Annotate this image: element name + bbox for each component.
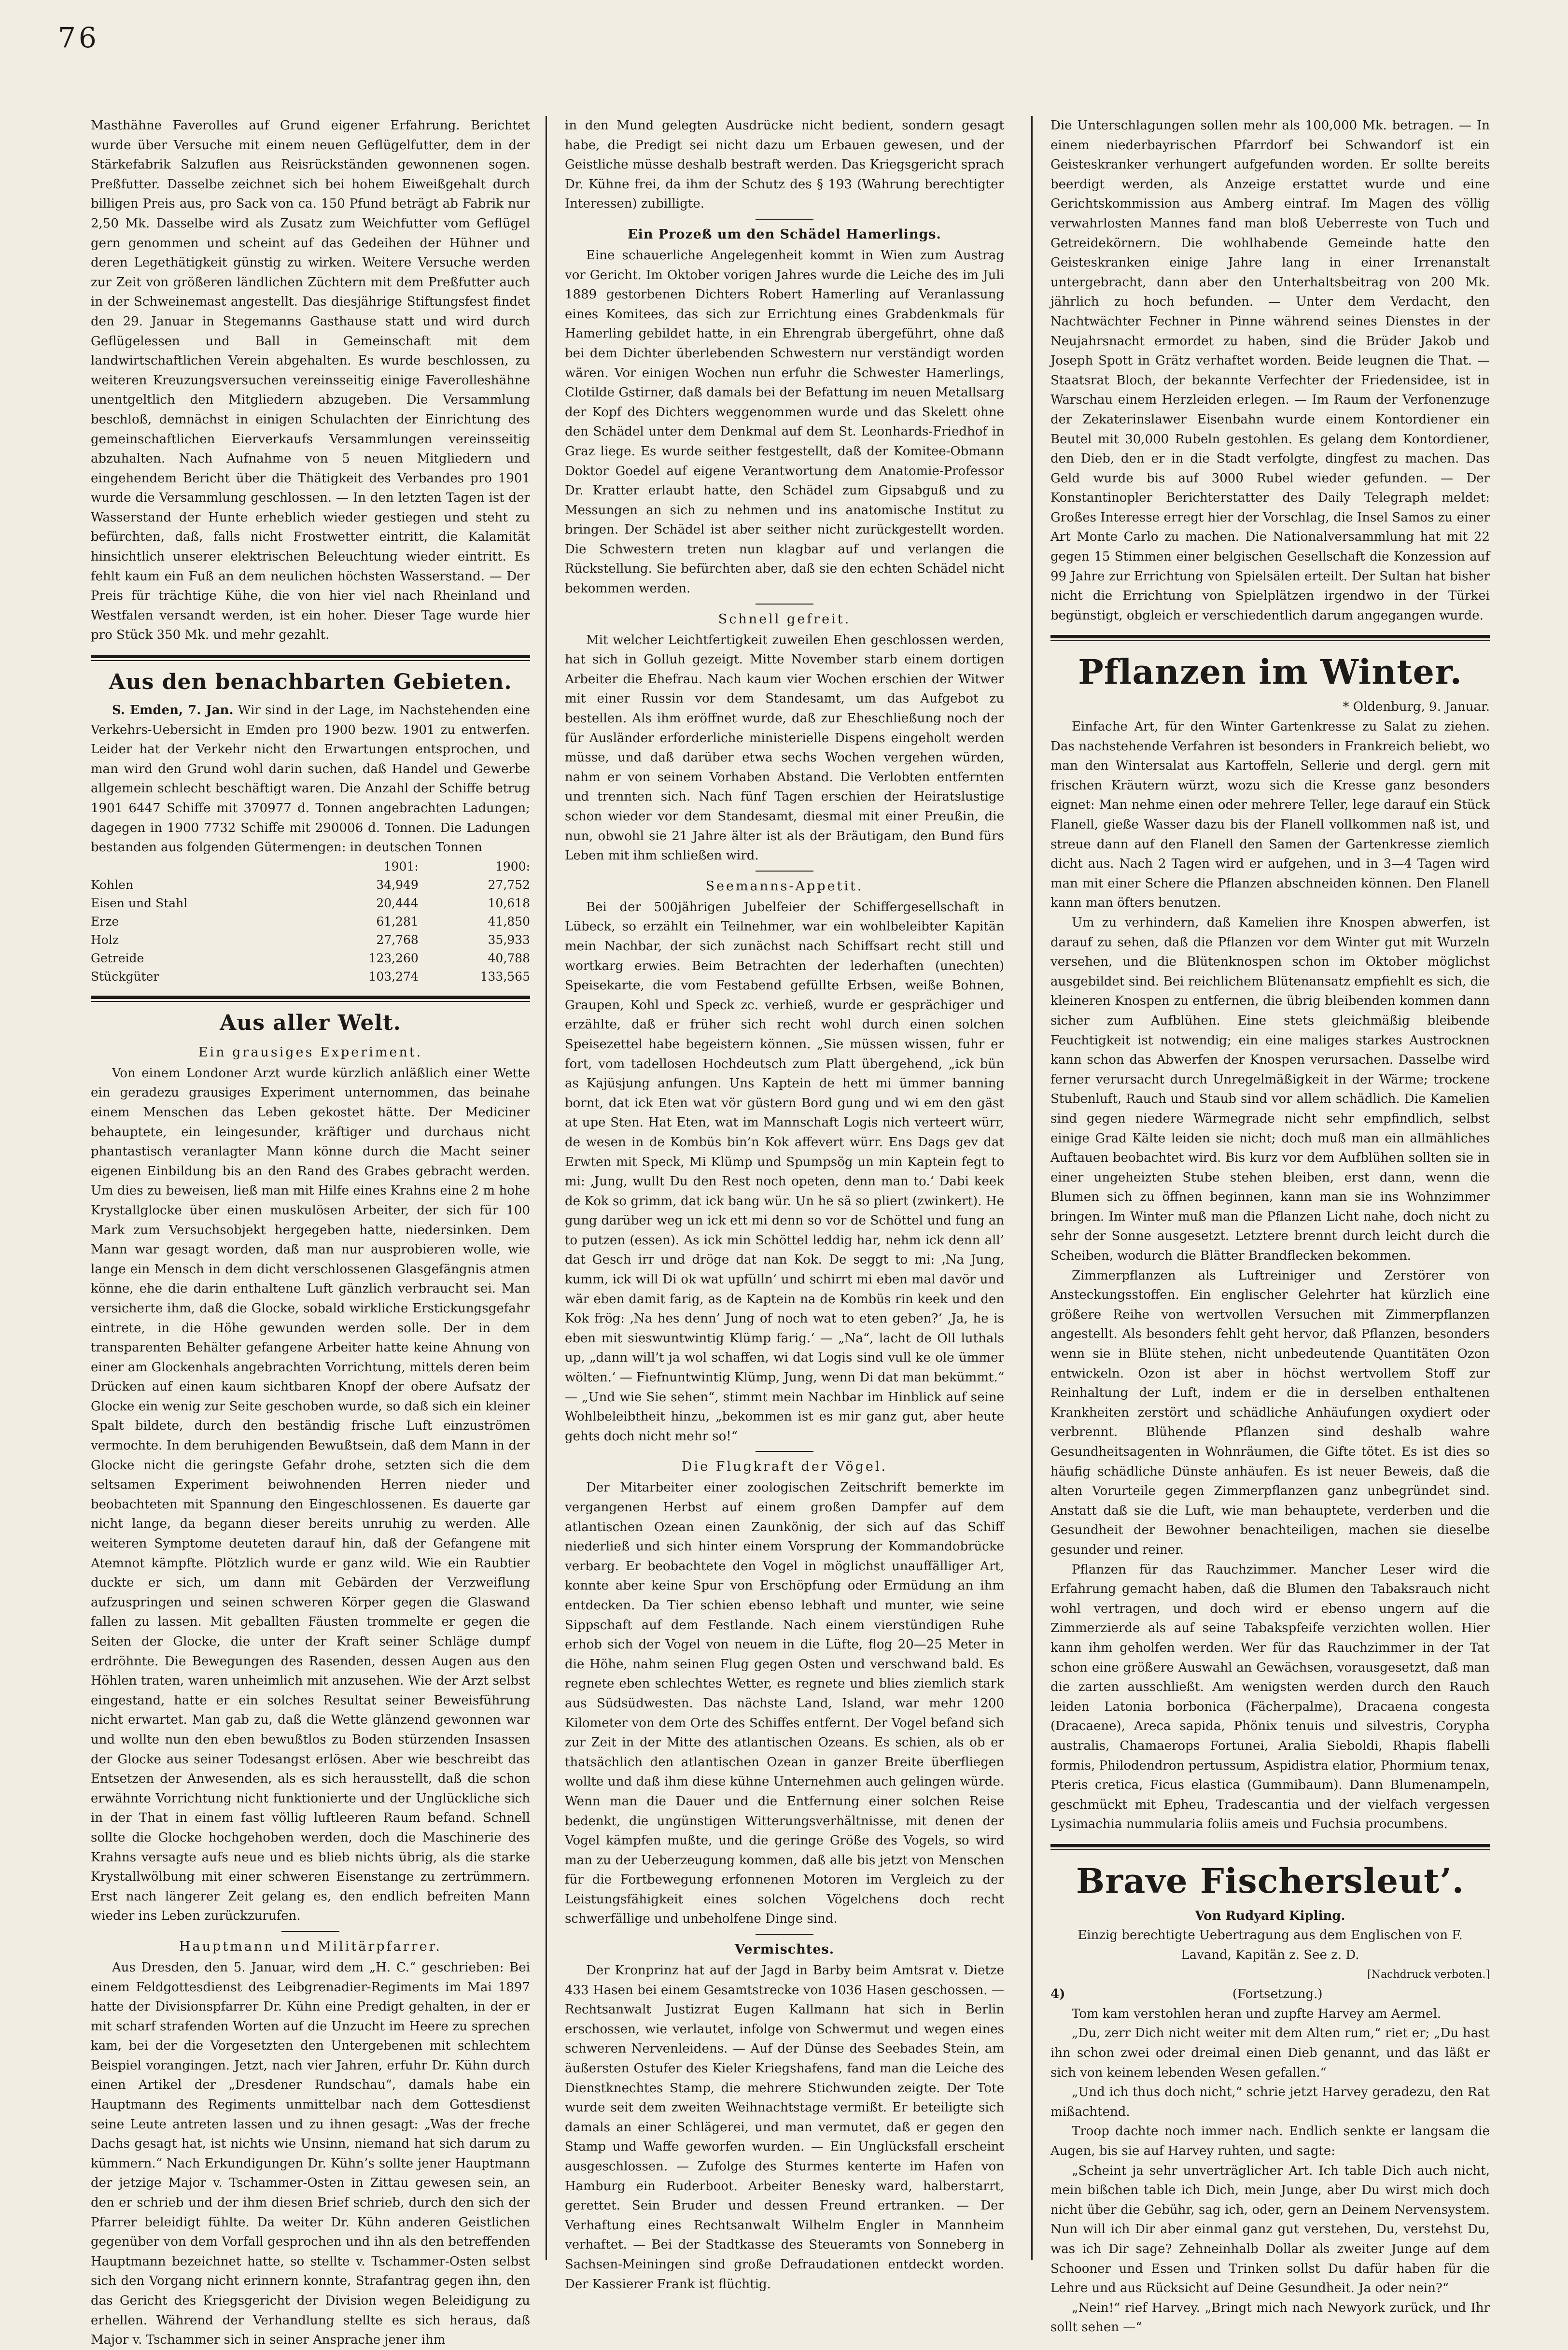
fisher-paragraph: „Nein!“ rief Harvey. „Bringt mich nach Newyork zurück, und Ihr sollt sehen —“ (1050, 2300, 1490, 2335)
plants-paragraph-rauchzimmer: Pflanzen für das Rauchzimmer. Mancher Leser wird die Erfahrung gemacht haben, daß die Blumen den Tabaksrauch nicht wohl vertragen, und doch wird er ebenso ungern auf die Zimmerzierde als auf seine Tabakspfeife verzichten wollen. Hier kann ihm geholfen werden. Wer für das Rauchzimmer in der Tat schon eine größere Auswahl an Gewächsen, vorausgesetzt, daß man die zarten ausschließt. Am wenigsten werden durch den Rauch leiden Latonia borbonica (Fächerpalme), Dracaena congesta (Dracaene), Areca sapida, Phönix tenuis und silvestris, Corypha australis, Chamaerops Fortunei, Aralia Sieboldi, Rhapis flabelli formis, Philodendron pertussum, Aspidistra elatior, Phormium tenax, Pteris cretica, Ficus elastica (Gummibaum). Dann Blumenampeln, geschmückt mit Epheu, Tradescantia und der vielfach vergessen Lysimachia nummularia foliis ameis und Fuchsia procumbens. (1050, 1562, 1490, 1832)
cargo-value-1900: 133,565 (480, 969, 530, 984)
emden-text: Wir sind in der Lage, im Nachstehenden eine Verkehrs-Uebersicht in Emden pro 1900 bezw. 1901 zu entwerfen. Leider hat der Verkehr nicht den Erwartungen entsprochen, und man wird den Grund wohl darin suchen, daß Handel und Gewerbe allgemein schlecht beschäftigt waren. Die Anzahl der Schiffe betrug 1901 6447 Schiffe mit 370977 d. Tonnen angebrachten Ladungen; dagegen in 1900 7732 Schiffe mit 290006 d. Tonnen. Die Ladungen bestanden aus folgenden Gütermengen: in deutschen Tonnen (91, 703, 531, 855)
section-heading-fisher: Brave Fischersleut’. (1076, 1860, 1465, 1901)
article-title-gefreit: Schnell gefreit. (718, 611, 851, 627)
vogel-paragraph: Der Mitarbeiter einer zoologischen Zeitschrift bemerkte im vergangenen Herbst auf einem großen Dampfer auf dem atlantischen Ozean einen Zaunkönig, der sich auf das Schiff niederließ und sich hinter einem Vorsprung der Kommandobrücke verbarg. Er beobachtete den Vogel in möglichst unauffälliger Art, konnte aber keine Spur von Erschöpfung oder Ermüdung an ihm entdecken. Da Tier schien ebenso lebhaft und munter, wie seine Sippschaft auf dem Festlande. Nach einem vierstündigen Ruhe erhob sich der Vogel von neuem in die Lüfte, flog 20—25 Meter in die Höhe, nahm seinen Flug gegen Osten und verschwand bald. Es regnete eben schlechtes Wetter, es regnete und blies ziemlich stark aus Südsüdwesten. Das nächste Land, Island, war mehr 1200 Kilometer von dem Orte des Schiffes entfernt. Der Vogel befand sich zur Zeit in der Mitte des atlantischen Ozeans. Es schien, als ob er thatsächlich den atlantischen Ozean in ganzer Breite überfliegen wollte und daß ihm diese kühne Unternehmen auch gelingen würde. Wenn man die Dauer und die Entfernung einer solchen Reise bedenkt, die ungünstigen Witterungsverhältnisse, mit denen der Vogel kämpfen mußte, und die geringe Größe des Vogels, so wird man zu der Ueberzeugung kommen, daß alle bis jetzt von Menschen für die Fortbewegung erfonnenen Motoren im Vergleich zu der Leistungsfähigkeit eines solchen Vögelchens doch recht schwerfällige und unbeholfene Dinge sind. (565, 1480, 1004, 1927)
continuation-label: (Fortsetzung.) (1232, 1987, 1323, 2002)
cargo-label: Erze (91, 914, 119, 929)
reprint-notice: [Nachdruck verboten.] (1367, 1968, 1490, 1981)
cargo-value-1900: 41,850 (488, 914, 530, 929)
cargo-year-1900: 1900: (495, 859, 530, 873)
article-separator (756, 1934, 813, 1935)
cargo-value-1900: 40,788 (488, 951, 530, 965)
cargo-label: Eisen und Stahl (91, 896, 188, 910)
column-rule-1 (546, 116, 547, 2260)
section-heading-plants: Pflanzen im Winter. (1078, 652, 1462, 692)
cargo-value-1900: 27,752 (488, 877, 530, 892)
cargo-value-1901: 34,949 (376, 877, 419, 892)
poultry-report-paragraph: Masthähne Faverolles auf Grund eigener Erfahrung. Berichtet wurde über Versuche mit einem neuen Geflügelfutter, dem in der Stärkefabrik Salzuflen aus Reisrückständen gewonnenen sogen. Preßfutter. Dasselbe zeichnet sich bei hohem Eiweißgehalt durch billigen Preis aus, pro Sack von ca. 150 Pfund beträgt ab Fabrik nur 2,50 Mk. Dasselbe wird als Zusatz zum Weichfutter vom Geflügel gern genommen und scheint auf das Gedeihen der Hühner und deren Legethätigkeit günstig zu wirken. Weitere Versuche werden zur Zeit von größeren ländlichen Züchtern mit dem Preßfutter auch in der Schweinemast angestellt. Das diesjährige Stiftungsfest findet den 29. Januar in Stegemanns Gasthause statt und wird durch Geflügelessen und Ball in Gemeinschaft mit dem landwirtschaftlichen Verein abgehalten. Es wurde beschlossen, zu weiteren Kreuzungsversuchen vereinsseitig einige Faverolleshähne unentgeltlich den Mitgliedern abzugeben. Die Versammlung beschloß, demnächst in einigen Schulachten der Einrichtung des gemeinschaftlichen Eierverkaufs Versammlungen vereinsseitig abzuhalten. Nach Aufnahme von 5 neuen Mitgliedern und eingehendem Bericht über die Thätigkeit des Verbandes pro 1901 wurde die Versammlung geschlossen. — In den letzten Tagen ist der Wasserstand der Hunte erheblich wieder gestiegen und steht zu befürchten, daß, falls nicht Frostwetter eintritt, die Kalamität hinsichtlich unserer elektrischen Beleuchtung wieder eintritt. Es fehlt kaum ein Fuß an dem neulichen höchsten Wasserstand. — Der Preis für trächtige Kühe, die von hier viel nach Rheinland und Westfalen versandt werden, ist ein hoher. Dieser Tage wurde hier pro Stück 350 Mk. und mehr gezahlt. (91, 118, 530, 643)
article-title-hamerling: Ein Prozeß um den Schädel Hamerlings. (628, 226, 941, 242)
fisher-paragraph: Tom kam verstohlen heran und zupfte Harvey am Aermel. (1072, 2006, 1442, 2021)
gefreit-paragraph: Mit welcher Leichtfertigkeit zuweilen Ehen geschlossen werden, hat sich in Golluh gezeigt. Mitte November starb einem dortigen Arbeiter die Ehefrau. Nach kaum vier Wochen erschien der Witwer mit einer Russin vor dem Standesamt, um das Aufgebot zu bestellen. Als ihm eröffnet wurde, daß zur Eheschließung noch der für Ausländer erforderliche ministerielle Dispens eingeholt werden müsse, und daß darüber etwa sechs Wochen vergehen würden, nahm er von seinem Vorhaben Abstand. Die Verlobten entfernten und trennten sich. Nach fünf Tagen erschien der Heiratslustige schon wieder vor dem Standesamt, diesmal mit einer Preußin, die nun, obwohl sie 21 Jahre älter ist als der Bräutigam, den Bund fürs Leben mit ihm schließen wird. (565, 633, 1004, 863)
section-rule (1050, 635, 1490, 641)
cargo-label: Getreide (91, 951, 144, 965)
fisher-paragraph: „Scheint ja sehr unverträglicher Art. Ich table Dich auch nicht, mein bißchen table ich Dich, mein Junge, aber Du wirst mich doch nicht über die Gebühr, sag ich, oder, gern an Deinem Nervensystem. Nun will ich Dir aber einmal ganz gut verstehen, Du, verstehst Du, was ich Dir sage? Zehneinhalb Dollar als zweiter Junge auf dem Schooner und Essen und Trinken sollst Du dafür haben für die Lehre und aus Rücksicht auf Deine Gesundheit. Ja oder nein?“ (1050, 2163, 1490, 2296)
cargo-row (91, 949, 530, 968)
article-separator (756, 219, 813, 220)
cargo-row (91, 931, 530, 949)
plants-paragraph-kresse: Einfache Art, für den Winter Gartenkresse zu Salat zu ziehen. Das nachstehende Verfahren ist besonders in Frankreich beliebt, wo man den Wintersalat aus Kartoffeln, Sellerie und dergl. gern mit frischen Kräutern würzt, wozu sich die Kresse ganz besonders eignet: Man nehme einen oder mehrere Teller, lege darauf ein Stück Flanell, gieße Wasser dazu bis der Flanell vollkommen naß ist, und streue dann auf den Flanell den Samen der Gartenkresse ziemlich dicht aus. Nach 2 Tagen wird er aufgehen, und in 3—4 Tagen wird man mit einer Schere die Pflanzen abschneiden können. Den Flanell kann man öfters benutzen. (1050, 719, 1490, 911)
fisher-paragraph: Troop dachte noch immer nach. Endlich senkte er langsam die Augen, bis sie auf Harvey ruhten, und sagte: (1050, 2124, 1490, 2158)
fisher-author: Von Rudyard Kipling. (1195, 1908, 1345, 1923)
plants-paragraph-ozon: Zimmerpflanzen als Luftreiniger und Zerstörer von Ansteckungsstoffen. Ein englischer Gelehrter hat kürzlich eine größere Reihe von wertvollen Versuchen mit Zimmerpflanzen angestellt. Als besonders fehlt geht hervor, daß Pflanzen, besonders wenn sie in Blüte stehen, nicht unbedeutende Quantitäten Ozon entwickeln. Ozon ist aber in höchst wertvollem Stoff zur Reinhaltung der Luft, indem er die in derselben enthaltenen Krankheiten zerstört und schädliche Anhäufungen oxydiert oder verbrennt. Blühende Pflanzen sind deshalb wahre Gesundheitsagenten in Wohnräumen, die Gifte tötet. Es ist dies so häufig schädliche Dünste anhäufen. Es ist neuer Beweis, daß die alten Vorurteile gegen Zimmerpflanzen ganz unbegründet sind. Anstatt daß sie die Luft, wie man behauptete, verderben und die Gesundheit der Bewohner benachteiligen, machen sie dieselbe gesunder und reiner. (1050, 1268, 1490, 1557)
misc-news-paragraph: Die Unterschlagungen sollen mehr als 100,000 Mk. betragen. — In einem niederbayrischen Pfarrdorf bei Schwandorf ist ein Geisteskranker verhungert aufgefunden worden. Er sollte bereits beerdigt werden, als Anzeige erstattet wurde und eine Gerichtskommission aus Amberg eintraf. Im Magen des völlig verwahrlosten Mannes fand man bloß Ueberreste von Tuch und Getreidekörnern. Die wohlhabende Gemeinde hatte den Geisteskranken einige Jahre lang in einer Irrenanstalt untergebracht, dann aber den Unterhaltsbeitrag von 200 Mk. jährlich zu hoch befunden. — Unter dem Verdacht, den Nachtwächter Fechner in Pinne während seines Dienstes in der Neujahrsnacht ermordet zu haben, sind die Brüder Jakob und Joseph Spott in Grätz verhaftet worden. Beide leugnen die That. — Staatsrat Bloch, der bekannte Verfechter der Friedensidee, ist in Warschau einem Herzleiden erlegen. — Im Raum der Verfonenzuge der Zekaterinslawer Eisenbahn wurde einem Kontordiener ein Beutel mit 30,000 Rubeln gestohlen. Es gelang dem Kontordiener, den Dieb, den er in die Stadt verfolgte, dingfest zu machen. Das Geld wurde bis auf 3000 Rubel wieder gefunden. — Der Konstantinopler Berichterstatter des Daily Telegraph meldet: Großes Interesse erregt hier der Vorschlag, die Insel Samos zu einer Art Monte Carlo zu machen. Die Nationalversammlung hat mit 22 gegen 15 Stimmen einer belgischen Gesellschaft die Konzession auf 99 Jahre zur Errichtung von Spielsälen erteilt. Der Sultan hat bisher nicht die Errichtung von Spielplätzen irgendwo in der Türkei begünstigt, obgleich er verschiedentlich darum angegangen wurde. (1050, 118, 1490, 623)
cargo-year-1901: 1901: (383, 859, 419, 873)
cargo-row (91, 913, 530, 931)
cargo-value-1901: 103,274 (368, 969, 419, 984)
cargo-label: Kohlen (91, 877, 134, 892)
cargo-value-1901: 20,444 (376, 896, 419, 910)
hauptmann-paragraph: Aus Dresden, den 5. Januar, wird dem „H. C.“ geschrieben: Bei einem Feldgottesdienst des Leibgrenadier-Regiments im Mai 1897 hatte der Divisionspfarrer Dr. Kühn eine Predigt gehalten, in der er mit scharf strafenden Worten auf die Unzucht im Heere zu sprechen kam, bei der die Vorgesetzten den Untergebenen mit schlechtem Beispiel vorangingen. Jetzt, nach vier Jahren, erfuhr Dr. Kühn durch einen Artikel der „Dresdener Rundschau“, damals habe ein Hauptmann des Regiments unmittelbar nach dem Gottesdienst seine Leute antreten lassen und zu ihnen gesagt: „Was der freche Dachs gesagt hat, ist nichts wie Unsinn, niemand hat sich darum zu kümmern.“ Nach Erkundigungen Dr. Kühn’s sollte jener Hauptmann der jetzige Major v. Tschammer-Osten in Zittau gewesen sein, an den er schrieb und der ihm diesen Brief schrieb, durch den sich der Pfarrer beleidigt fühlte. Da weiter Dr. Kühn anderen Geistlichen gegenüber von dem Vorfall gesprochen und ihn als den betreffenden Hauptmann bezeichnet hatte, so stellte v. Tschammer-Osten selbst sich den Vorgang nicht erinnern konnte, Strafantrag gegen ihn, den das Gericht des Kriegsgericht der Division wegen Beleidigung zu erhellen. Während der Verhandlung stellte es sich heraus, daß Major v. Tschammer sich in seiner Ansprache jener ihm (91, 1960, 530, 2348)
court-verdict-paragraph: in den Mund gelegten Ausdrücke nicht bedient, sondern gesagt habe, die Predigt sei nicht dazu um Erbauen gewesen, und der Geistliche müsse deshalb bestraft werden. Das Kriegsgericht sprach Dr. Kühne frei, da ihm der Schutz des § 193 (Wahrung berechtigter Interessen) zubilligte. (565, 118, 1004, 211)
cargo-value-1901: 61,281 (376, 914, 419, 929)
cargo-label: Stückgüter (91, 969, 159, 984)
article-separator (281, 1931, 339, 1932)
article-title-experiment: Ein grausiges Experiment. (198, 1044, 423, 1060)
article-separator (756, 604, 813, 605)
column-rule-2 (1031, 116, 1033, 2260)
page-number: 76 (58, 21, 99, 54)
cargo-value-1901: 123,260 (368, 951, 419, 965)
cargo-table (91, 858, 530, 986)
section-heading-neighbors: Aus den benachbarten Gebieten. (109, 670, 512, 695)
section-rule (91, 996, 530, 1002)
column-middle (565, 116, 1004, 2292)
article-title-seemann: Seemanns-Appetit. (705, 878, 864, 894)
article-title-vermischtes: Vermischtes. (734, 1942, 835, 1957)
cargo-row (91, 968, 530, 986)
section-heading-world: Aus aller Welt. (220, 1010, 401, 1035)
cargo-table-header (91, 858, 530, 876)
fisher-paragraph: „Du, zerr Dich nicht weiter mit dem Alten rum,“ riet er; „Du hast ihn schon zwei oder dreimal einen Dieb genannt, und das läßt er sich von keinem lebenden Wesen gefallen.“ (1050, 2026, 1490, 2080)
cargo-row (91, 876, 530, 894)
article-title-hauptmann: Hauptmann und Militärpfarrer. (179, 1939, 442, 1954)
cargo-label: Holz (91, 932, 119, 947)
plants-dateline: * Oldenburg, 9. Januar. (1343, 700, 1490, 715)
experiment-paragraph: Von einem Londoner Arzt wurde kürzlich anläßlich einer Wette ein geradezu grausiges Experiment unternommen, das beinahe einem Menschen das Leben gekostet hätte. Der Mediciner behauptete, ein leingesunder, kräftiger und durchaus nicht phantastisch veranlagter Mann könne durch die Macht seiner eigenen Einbildung bis an den Rand des Grabes gebracht werden. Um dies zu beweisen, ließ man mit Hilfe eines Krahns eine 2 m hohe Krystallglocke über einen muskulösen Arbeiter, der sich für 100 Mark zum Versuchsobjekt hergegeben hatte, niedersinken. Dem Mann war gesagt worden, daß man nur ausprobieren wolle, wie lange ein Mensch in dem dicht verschlossenen Glasgefängnis atmen könne, ehe die darin enthaltene Luft gänzlich verbraucht sei. Man versicherte ihm, daß die Glocke, sobald wirkliche Erstickungsgefahr eintrete, in die Höhe gewunden werden solle. Der in dem transparenten Behälter gefangene Arbeiter hatte keine Ahnung von einer am Glockenhals angebrachten Vorrichtung, mittels deren beim Drücken auf einen kaum sichtbaren Knopf der obere Aufsatz der Glocke ein wenig zur Seite geschoben wurde, so daß sich ein kleiner Spalt bildete, durch den beständig frische Luft einzuströmen vermochte. In dem beruhigenden Bewußtsein, daß dem Mann in der Glocke nicht die geringste Gefahr drohe, setzten sich die dem seltsamen Experiment beiwohnenden Herren nieder und beobachteten mit Spannung den Eingeschlossenen. Es dauerte gar nicht lange, da begann dieser bereits unruhig zu werden. Alle weiteren Symptome deuteten darauf hin, daß der Gefangene mit Atemnot kämpfte. Plötzlich wurde er ganz wild. Wie ein Raubtier duckte er sich, um dann mit Gebärden der Verzweiflung aufzuspringen und seinen schweren Körper gegen die Glaswand fallen zu lassen. Mit geballten Fäusten trommelte er gegen die Seiten der Glocke, die unter der Kraft seiner Schläge dumpf erdröhnte. Die Bewegungen des Rasenden, dessen Augen aus den Höhlen traten, waren unheimlich mit anzusehen. Wie der Arzt selbst eingestand, hatte er ein solches Resultat seiner Beweisführung nicht erwartet. Man gab zu, daß die Wette glänzend gewonnen war und wollte nun den eben bewußtlos zu Boden stürzenden Insassen der Glocke aus seiner Todesangst erlösen. Aber wie beschreibt das Entsetzen der Anwesenden, als es sich herausstellt, daß die schon erwähnte Vorrichtung nicht funktionierte und der Unglückliche sich in der That in einem fast völlig luftleeren Raum befand. Schnell sollte die Glocke hochgehoben werden, doch die Maschinerie des Krahns versagte aufs neue und es blieb nichts übrig, als die starke Krystallwölbung mit einer schweren Eisenstange zu zertrümmern. Erst nach längerer Zeit gelang es, den endlich befreiten Mann wieder ins Leben zurückzurufen. (91, 1066, 530, 1924)
column-right (1050, 116, 1490, 2335)
episode-number: 4) (1050, 1987, 1065, 2002)
cargo-row (91, 894, 530, 913)
article-separator (756, 871, 813, 872)
fisher-paragraph: „Und ich thus doch nicht,“ schrie jetzt Harvey geradezu, den Rat mißachtend. (1050, 2085, 1490, 2119)
emden-dateline: S. Emden, 7. Jan. (112, 703, 234, 718)
article-separator (756, 1451, 813, 1452)
fisher-translator: Einzig berechtigte Uebertragung aus dem Englischen von F. Lavand, Kapitän z. See z. D. (1078, 1928, 1463, 1963)
emden-paragraph (91, 701, 530, 858)
plants-paragraph-kamelien: Um zu verhindern, daß Kamelien ihre Knospen abwerfen, ist darauf zu sehen, daß die Pflanzen vor dem Winter gut mit Wurzeln versehen, und die Blütenknospen schon im Oktober möglichst ausgebildet sind. Bei reichlichem Blütenansatz empfiehlt es sich, die kleineren Knospen zu entfernen, die übrig bleibenden kommen dann sicher zum Aufblühen. Eine stets gleichmäßig bleibende Feuchtigkeit ist notwendig; ein eine maliges starkes Austrocknen kann schon das Abwerfen der Knospen verursachen. Dasselbe wird ferner verursacht durch Unregelmäßigkeit in der Wärme; trockene Stubenluft, Rauch und Staub sind vor allem schädlich. Die Kamelien sind gegen niedere Wärmegrade nicht sehr empfindlich, selbst einige Grad Kälte leiden sie nicht; doch muß man ein allmähliches Auftauen beobachtet wird. Bis kurz vor dem Aufblühen sollten sie in einer ungeheizten Stube stehen bleiben, erst dann, wenn die Blumen sich zu öffnen beginnen, kann man sie ins Wohnzimmer bringen. Im Winter muß man die Pflanzen Licht nahe, doch nicht zu sehr der Sonne ausgesetzt. Letztere brennt durch leicht durch die Scheiben, wodurch die Blätter Brandflecken bekommen. (1050, 915, 1490, 1264)
cargo-value-1901: 27,768 (376, 932, 419, 947)
seemann-paragraph: Bei der 500jährigen Jubelfeier der Schiffergesellschaft in Lübeck, so erzählt ein Teilnehmer, war ein wohlbeleibter Kapitän mein Nachbar, der sich zunächst nach Schiffsart recht still und wortkarg erwies. Beim Betrachten der lederhaften (unechten) Speisekarte, die vom Festabend gefüllte Erbsen, weiße Bohnen, Graupen, Kohl und Speck zc. verhieß, wurde er gesprächiger und erzählte, daß er früher sich recht wohl durch einen solchen Speisezettel habe begeistern können. „Sie müssen wissen, fuhr er fort, vom tadellosen Hochdeutsch zum Platt übergehend, „ick bün as Kajüsjung anfungen. Uns Kaptein de hett mi ümmer banning bornt, dat ick Eten wat vör güstern Bord gung und wi em den gäst at upe Sten. Hat Eten, wat im Mannschaft Logis nich verteert würr, de wesen in de Kombüs bin’n Kok affevert würr. Ens Dags gev dat Erwten mit Speck, Mi Klümp und Spumpsög un min Kaptein fegt to mi: ‚Jung, wullt Du den Rest noch opeten, denn man to.‘ Dabi keek de Kok so grimm, dat ick bang wür. Un he sä so pliert (zwinkert). He gung darüber weg un ick ett mi denn so vor de Schöttel und fung an to putzen (essen). As ick min Schöttel leddig har, nehm ick denn all’ dat Gesch irr und dröge dat nan Kok. De seggt to mi: ‚Na Jung, kumm, ick will Di ok wat upfülln‘ und schirrt mi eben mal davör und wär eben damit farig, as de Kaptein na de Kombüs rin keek und den Kok frög: ‚Na hes denn’ Jung of noch wat to eten geben?‘ ‚Ja, he is eben mit sieswuntwintig Klümp farig.‘ — „Na“, lacht de Oll luthals up, „dann will’t ja wol schaffen, wi dat Logis sind vull ke ole ümmer wölten.‘ — Fiefnuntwintig Klümp, Jung, wenn Di dat man bekümmt.“ — „Und wie Sie sehen“, stimmt mein Nachbar im Hinblick auf seine Wohlbeleibtheit hinzu, „bekommen ist es mir ganz gut, aber heute gehts doch nicht mehr so!“ (565, 900, 1004, 1444)
cargo-value-1900: 10,618 (488, 896, 530, 910)
cargo-value-1900: 35,933 (488, 932, 530, 947)
column-left (91, 116, 531, 2348)
hamerling-paragraph: Eine schauerliche Angelegenheit kommt in Wien zum Austrag vor Gericht. Im Oktober vorigen Jahres wurde die Leiche des im Juli 1889 gestorbenen Dichters Robert Hamerling auf Veranlassung eines Komitees, das sich zur Errichtung eines Grabdenkmals für Hamerling gebildet hatte, in ein Ehrengrab übergeführt, ohne daß bei dem Dichter überlebenden Schwestern nur verständigt worden wären. Vor einigen Wochen nun erfuhr die Schwester Hamerlings, Clotilde Gstirner, daß damals bei der Befattung im neuen Metallsarg der Kopf des Dichters weggenommen wurde und das Skelett ohne den Schädel unter dem Denkmal auf dem St. Leonhards-Friedhof in Graz liege. Es wurde seither festgestellt, daß der Komitee-Obmann Doktor Goedel auf eigene Verantwortung dem Anatomie-Professor Dr. Kratter erlaubt hatte, den Schädel zum Gipsabguß und zu Messungen an sich zu nehmen und ins anatomische Institut zu bringen. Der Schädel ist aber seither nicht zurückgestellt worden. Die Schwestern treten nun klagbar auf und verlangen die Rückstellung. Sie befürchten aber, daß sie den echten Schädel nicht bekommen werden. (565, 248, 1004, 596)
vermischtes-paragraph: Der Kronprinz hat auf der Jagd in Barby beim Amtsrat v. Dietze 433 Hasen bei einem Gesamtstrecke von 1036 Hasen geschossen. — Rechtsanwalt Justizrat Eugen Kallmann hat sich in Berlin erschossen, wie verlautet, infolge von Schwermut und wegen eines schweren Nervenleidens. — Auf der Dünse des Seebades Stein, am äußersten Ostufer des Kieler Kriegshafens, fand man die Leiche des Dienstknechtes Stamp, die mehrere Stichwunden zeigte. Der Tote wurde seit dem zweiten Weihnachtstage vermißt. Er beteiligte sich damals an einer Schlägerei, und man vermutet, daß er gegen den Stamp und Waffe geworfen wurden. — Ein Unglücksfall erscheint ausgeschlossen. — Zufolge des Sturmes kenterte im Hafen von Hamburg ein Ruderboot. Arbeiter Benesky ward, halberstarrt, gerettet. Sein Bruder und dessen Freund ertranken. — Der Verhaftung eines Rechtsanwalt Wilhelm Engler in Mannheim verhaftet. — Bei der Stadtkasse des Steueramts von Sonneberg in Sachsen-Meiningen sind große Defraudationen entdeckt worden. Der Kassierer Frank ist flüchtig. (565, 1963, 1004, 2292)
episode-line (1050, 1984, 1490, 2004)
section-rule (1050, 1844, 1490, 1850)
article-title-vogel: Die Flugkraft der Vögel. (681, 1459, 888, 1475)
section-rule (91, 655, 530, 661)
